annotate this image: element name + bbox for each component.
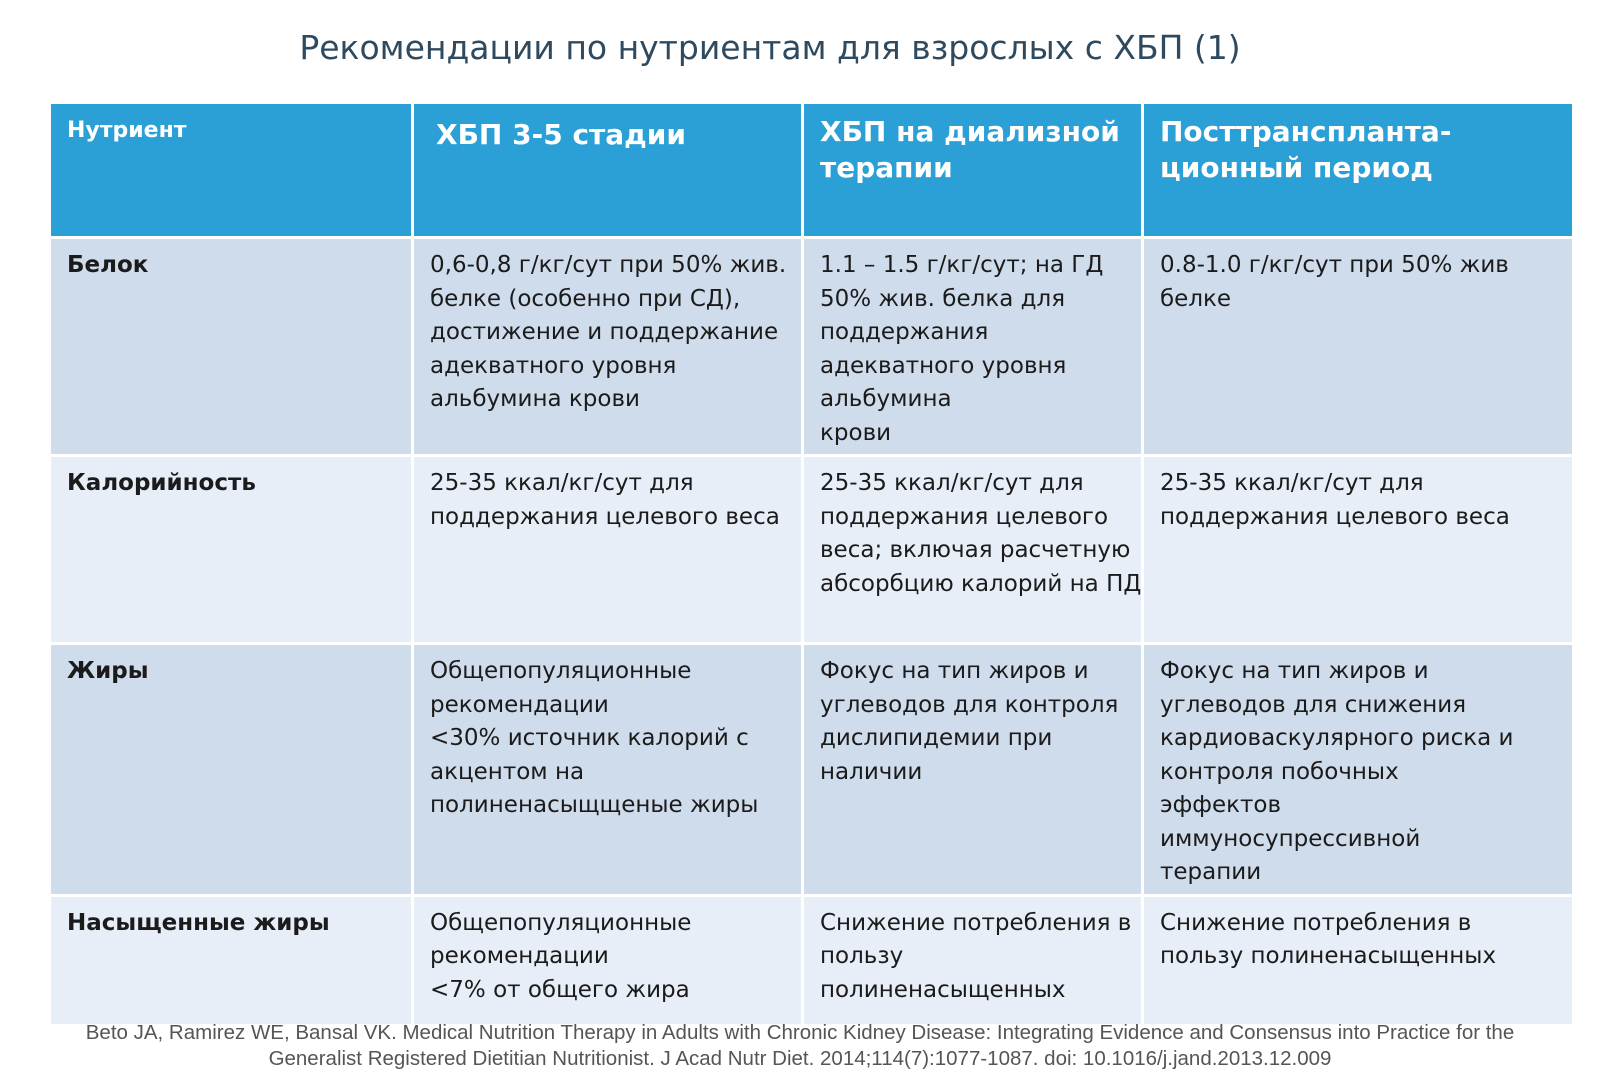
table-cell xyxy=(413,644,803,896)
table-cell xyxy=(1143,644,1574,896)
cell-text-line: альбумина xyxy=(820,386,952,412)
nutrient-table xyxy=(48,101,1575,1027)
cell-text-line: веса; включая расчетную xyxy=(820,537,1131,563)
cell-text-line: дислипидемии при xyxy=(820,725,1053,751)
cell-text-line: белке xyxy=(1160,285,1232,312)
cell-text-line: адекватного уровня xyxy=(430,352,677,379)
cell-text-line: Фокус на тип жиров и xyxy=(1160,658,1429,684)
cell-text-line: рекомендации xyxy=(430,691,609,718)
cell-text-line: Снижение потребления в xyxy=(1160,909,1472,936)
header-text: терапии xyxy=(820,151,953,184)
cell-text-line: поддержания xyxy=(820,319,989,345)
cell-text-line: поддержания целевого веса xyxy=(1160,503,1510,530)
cell-text-line: абсорбцию калорий на ПД xyxy=(820,570,1142,597)
cell-text-line: углеводов для снижения xyxy=(1160,691,1467,718)
header-text: ционный период xyxy=(1160,151,1433,184)
cell-text-line: Снижение потребления в xyxy=(820,909,1132,936)
cell-text-line: акцентом на xyxy=(430,758,585,785)
cell-text-line: терапии xyxy=(1160,859,1262,885)
table-row xyxy=(50,895,1574,1025)
row-label: Калорийность xyxy=(50,456,413,644)
header-text: Нутриент xyxy=(67,118,187,143)
citation-line: Beto JA, Ramirez WE, Bansal VK. Medical Nutrition Therapy in Adults with Chronic Kidney Disease: Integrating Evidence and Consensus into Practice for the xyxy=(85,1021,1515,1044)
cell-text-line: кардиоваскулярного риска и xyxy=(1160,725,1514,751)
cell-text-line: полиненасыщщеные жиры xyxy=(430,792,759,818)
cell-text-line: наличии xyxy=(820,758,923,785)
cell-text-line: углеводов для контроля xyxy=(820,691,1119,718)
cell-text-line: 25-35 ккал/кг/сут для xyxy=(1160,470,1424,496)
table-cell xyxy=(803,238,1143,456)
cell-text-line: Общепопуляционные xyxy=(430,658,692,684)
cell-text-line: поддержания целевого веса xyxy=(430,503,780,530)
table-cell xyxy=(1143,456,1574,644)
table-cell xyxy=(413,238,803,456)
cell-text-line: достижение и поддержание xyxy=(430,319,779,345)
header-text: ХБП на диализной xyxy=(820,115,1120,148)
cell-text-line: пользу xyxy=(820,943,904,969)
cell-text-line: 0,6-0,8 г/кг/сут при 50% жив. xyxy=(430,252,787,278)
cell-text-line: 25-35 ккал/кг/сут для xyxy=(430,470,694,496)
row-label: Белок xyxy=(50,238,413,456)
cell-text-line: 50% жив. белка для xyxy=(820,285,1066,312)
cell-text-line: контроля побочных xyxy=(1160,758,1399,785)
header-text: ХБП 3-5 стадии xyxy=(436,118,687,151)
cell-text-line: рекомендации xyxy=(430,943,609,969)
cell-text-line: 25-35 ккал/кг/сут для xyxy=(820,470,1084,496)
citation xyxy=(60,1020,1540,1072)
cell-text-line: эффектов xyxy=(1160,792,1282,818)
cell-text-line: крови xyxy=(820,419,892,446)
cell-text-line: Фокус на тип жиров и xyxy=(820,658,1089,684)
cell-text-line: пользу полиненасыщенных xyxy=(1160,943,1497,969)
cell-text-line: 1.1 – 1.5 г/кг/сут; на ГД xyxy=(820,252,1104,278)
table-cell xyxy=(413,895,803,1025)
cell-text-line: 0.8-1.0 г/кг/сут при 50% жив xyxy=(1160,252,1509,278)
slide-title: Рекомендации по нутриентам для взрослых с ХБП (1) xyxy=(299,28,1241,67)
cell-text-line: иммуносупрессивной xyxy=(1160,825,1421,852)
table-cell xyxy=(803,644,1143,896)
cell-text-line: белке (особенно при СД), xyxy=(430,285,741,312)
header-cell-post-transplant xyxy=(1143,103,1574,238)
table-cell xyxy=(413,456,803,644)
row-label: Насыщенные жиры xyxy=(50,895,413,1025)
table-cell xyxy=(803,895,1143,1025)
cell-text-line: полиненасыщенных xyxy=(820,976,1066,1003)
table-header-row xyxy=(50,103,1574,238)
cell-text-line: <30% источник калорий с xyxy=(430,725,749,751)
header-cell-ckd-3-5 xyxy=(413,103,803,238)
cell-text-line: альбумина крови xyxy=(430,386,640,412)
header-cell-dialysis xyxy=(803,103,1143,238)
cell-text-line: адекватного уровня xyxy=(820,352,1067,379)
table-row xyxy=(50,456,1574,644)
header-text: Посттранспланта- xyxy=(1160,115,1452,148)
cell-text-line: поддержания целевого xyxy=(820,503,1109,530)
citation-line: Generalist Registered Dietitian Nutritionist. J Acad Nutr Diet. 2014;114(7):1077-1087. doi: 10.1016/j.jand.2013.12.009 xyxy=(268,1047,1332,1070)
header-cell-nutrient xyxy=(50,103,413,238)
table-cell xyxy=(803,456,1143,644)
cell-text-line: <7% от общего жира xyxy=(430,976,690,1003)
table-row xyxy=(50,644,1574,896)
row-label: Жиры xyxy=(50,644,413,896)
cell-text-line: Общепопуляционные xyxy=(430,909,692,936)
table-row xyxy=(50,238,1574,456)
table-cell xyxy=(1143,895,1574,1025)
table-cell xyxy=(1143,238,1574,456)
